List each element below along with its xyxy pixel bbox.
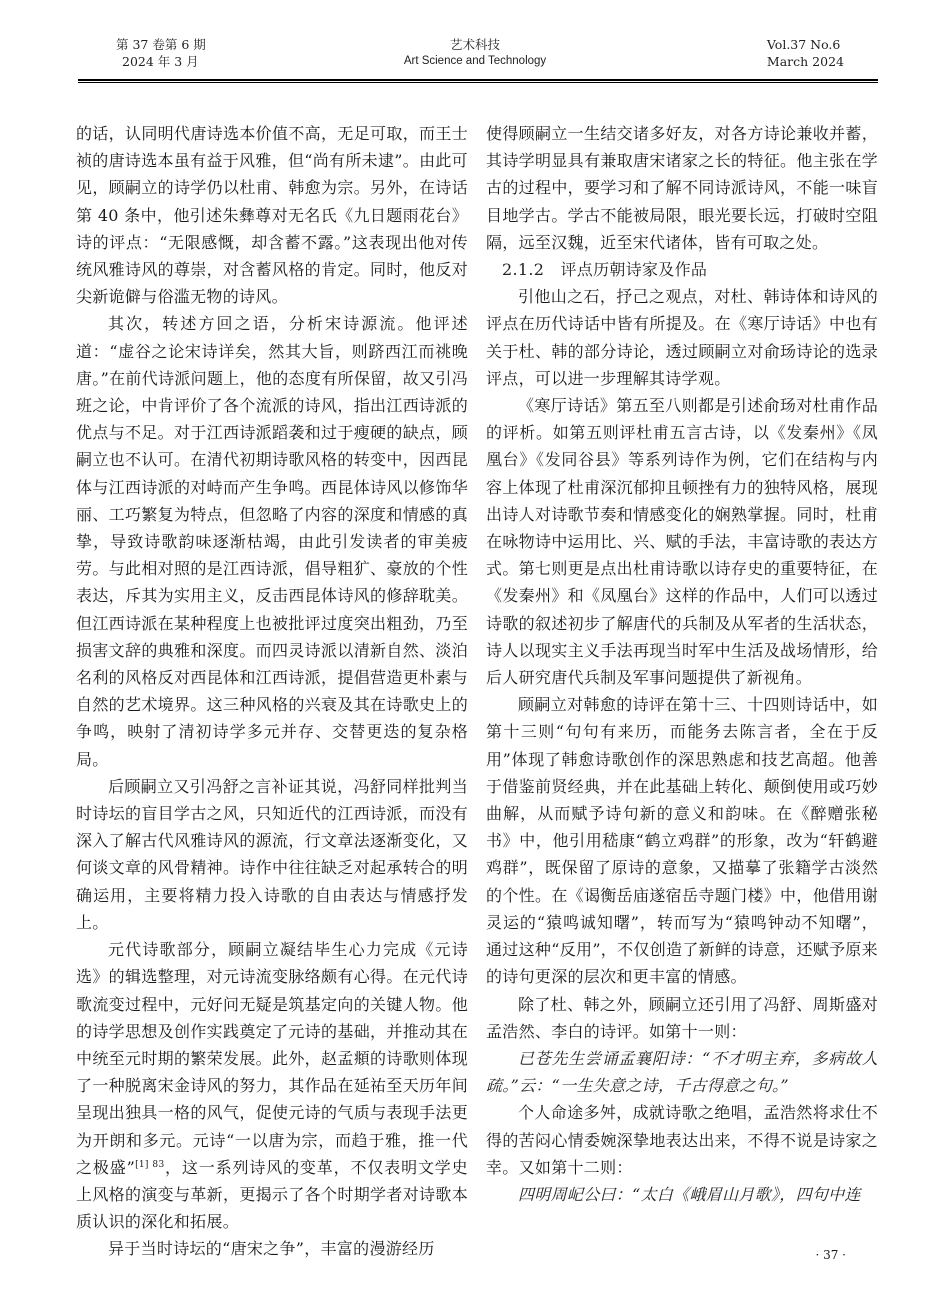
issue-date-en: March 2024	[766, 54, 844, 69]
paragraph: 《寒厅诗话》第五至八则都是引述俞玚对杜甫作品的评析。如第五则评杜甫五言古诗，以《发秦州》《凤凰台》《发同谷县》等系列诗作为例，它们在结构与内容上体现了杜甫深沉郁抑且顿挫有力的独特风格，展现出诗人对诗歌节奏和情感变化的娴熟掌握。同时，杜甫在咏物诗中运用比、兴、赋的手法，丰富诗歌的表达方式。第七则更是点出杜甫诗歌以诗存史的重要特征，在《发秦州》和《凤凰台》这样的作品中，人们可以透过诗歌的叙述初步了解唐代的兵制及从军者的生活状态，诗人以现实主义手法再现当时军中生活及战场情形，给后人研究唐代兵制及军事问题提供了新视角。	[486, 396, 878, 688]
paragraph: 除了杜、韩之外，顾嗣立还引用了冯舒、周斯盛对孟浩然、李白的诗评。如第十一则：	[486, 994, 878, 1041]
paragraph	[76, 936, 468, 1235]
left-column	[76, 120, 468, 1263]
paragraph: 使得顾嗣立一生结交诸多好友，对各方诗论兼收并蓄，其诗学明显具有兼取唐宋诸家之长的特征。他主张在学古的过程中，要学习和了解不同诗派诗风，不能一味盲目地学古。学古不能被局限，眼光要长远，打破时空阻隔，远至汉魏，近至宋代诸体，皆有可取之处。	[486, 124, 878, 252]
paragraph: 异于当时诗坛的“唐宋之争”，丰富的漫游经历	[108, 1239, 435, 1259]
header-rule	[78, 79, 878, 81]
header-rule-thin	[78, 82, 878, 83]
paragraph: 其次，转述方回之语，分析宋诗源流。他评述道：“虚谷之论宋诗详矣，然其大旨，则跻西江而祧晚唐。”在前代诗派问题上，他的态度有所保留，故又引冯班之论，中肯评价了各个流派的诗风，指出江西诗派的优点与不足。对于江西诗派蹈袭和过于瘦硬的缺点，顾嗣立也不认可。在清代初期诗歌风格的转变中，因西昆体与江西诗派的对峙而产生争鸣。西昆体诗风以修饰华丽、工巧繁复为特点，但忽略了内容的深度和情感的真挚，导致诗歌韵味逐渐枯竭，由此引发读者的审美疲劳。与此相对照的是江西诗派，倡导粗犷、豪放的个性表达，斥其为实用主义，反击西昆体诗风的修辞耽美。但江西诗派在某种程度上也被批评过度突出粗劲，乃至损害文辞的典雅和深度。而四灵诗派以清新自然、淡泊名利的风格反对西昆体和江西诗派，提倡营造更朴素与自然的艺术境界。这三种风格的兴衰及其在诗歌史上的争鸣，映射了清初诗学多元并存、交替更迭的复杂格局。	[76, 314, 468, 769]
section-heading: 2.1.2 评点历朝诗家及作品	[502, 260, 708, 280]
issue-date: 2024 年 3 月	[122, 54, 199, 69]
right-column	[486, 120, 878, 1208]
page-number: · 37 ·	[815, 1248, 846, 1262]
paragraph-text: ，这一系列诗风的变革，不仅表明文学史上风格的演变与革新，更揭示了各个时期学者对诗歌本质认识的深化和拓展。	[76, 1157, 468, 1232]
volume-issue: 第 37 卷第 6 期	[116, 37, 206, 52]
block-quote: 已苍先生尝诵孟襄阳诗：“不才明主弃，多病故人疏。”云：“一生失意之诗，千古得意之句。”	[486, 1048, 878, 1096]
journal-volume-header-en	[767, 36, 844, 70]
volume-issue-en: Vol.37 No.6	[766, 37, 841, 52]
paragraph: 后顾嗣立又引冯舒之言补证其说，冯舒同样批判当时诗坛的盲目学古之风，只知近代的江西诗派，而没有深入了解古代风雅诗风的源流，行文章法逐渐变化，又何谈文章的风骨精神。诗作中往往缺乏对起承转合的明确运用，主要将精力投入诗歌的自由表达与情感抒发上。	[76, 776, 468, 932]
paragraph: 个人命途多舛，成就诗歌之绝唱，孟浩然将求仕不得的苦闷心情委婉深挚地表达出来，不得不说是诗家之幸。又如第十二则：	[486, 1103, 878, 1177]
paragraph: 顾嗣立对韩愈的诗评在第十三、十四则诗话中，如第十三则“句句有来历，而能务去陈言者，全在于反用”体现了韩愈诗歌创作的深思熟虑和技艺高超。他善于借鉴前贤经典，并在此基础上转化、颠倒使用或巧妙曲解，从而赋予诗句新的意义和韵味。在《醉赠张秘书》中，他引用嵇康“鹤立鸡群”的形象，改为“轩鹤避鸡群”，既保留了原诗的意象，又描摹了张籍学古淡然的个性。在《谒衡岳庙遂宿岳寺题门楼》中，他借用谢灵运的“猿鸣诚知曙”，转而写为“猿鸣钟动不知曙”，通过这种“反用”，不仅创造了新鲜的诗意，还赋予原来的诗句更深的层次和更丰富的情感。	[486, 695, 878, 987]
block-quote: 四明周屺公曰：“太白《峨眉山月歌》，四句中连	[518, 1184, 861, 1204]
paragraph: 的话，认同明代唐诗选本价值不高，无足可取，而王士祯的唐诗选本虽有益于风雅，但“尚有所未逮”。由此可见，顾嗣立的诗学仍以杜甫、韩愈为宗。另外，在诗话第 40 条中，他引述朱彝尊对无名氏《九日题雨花台》诗的评点：“无限感慨，却含蓄不露。”这表现出他对传统风雅诗风的尊崇，对含蓄风格的肯定。同时，他反对尖新诡僻与俗滥无物的诗风。	[76, 124, 468, 307]
paragraph: 引他山之石，抒己之观点，对杜、韩诗体和诗风的评点在历代诗话中皆有所提及。在《寒厅诗话》中也有关于杜、韩的部分诗论，透过顾嗣立对俞玚诗论的选录评点，可以进一步理解其诗学观。	[486, 287, 878, 388]
citation-ref: [1] 83	[135, 1159, 165, 1170]
journal-title-cn: 艺术科技	[449, 37, 500, 52]
journal-title-en: Art Science and Technology	[403, 55, 547, 67]
paragraph-text: 元代诗歌部分，顾嗣立凝结毕生心力完成《元诗选》的辑选整理，对元诗流变脉络颇有心得。在元代诗歌流变过程中，元好问无疑是筑基定向的关键人物。他的诗学思想及创作实践奠定了元诗的基础，并推动其在中统至元时期的繁荣发展。此外，赵孟頫的诗歌则体现了一种脱离宋金诗风的努力，其作品在延祐至天历年间呈现出独具一格的风气，促使元诗的气质与表现手法更为开朗和多元。元诗“一以唐为宗，而趋于雅，推一代之极盛”	[76, 940, 468, 1177]
